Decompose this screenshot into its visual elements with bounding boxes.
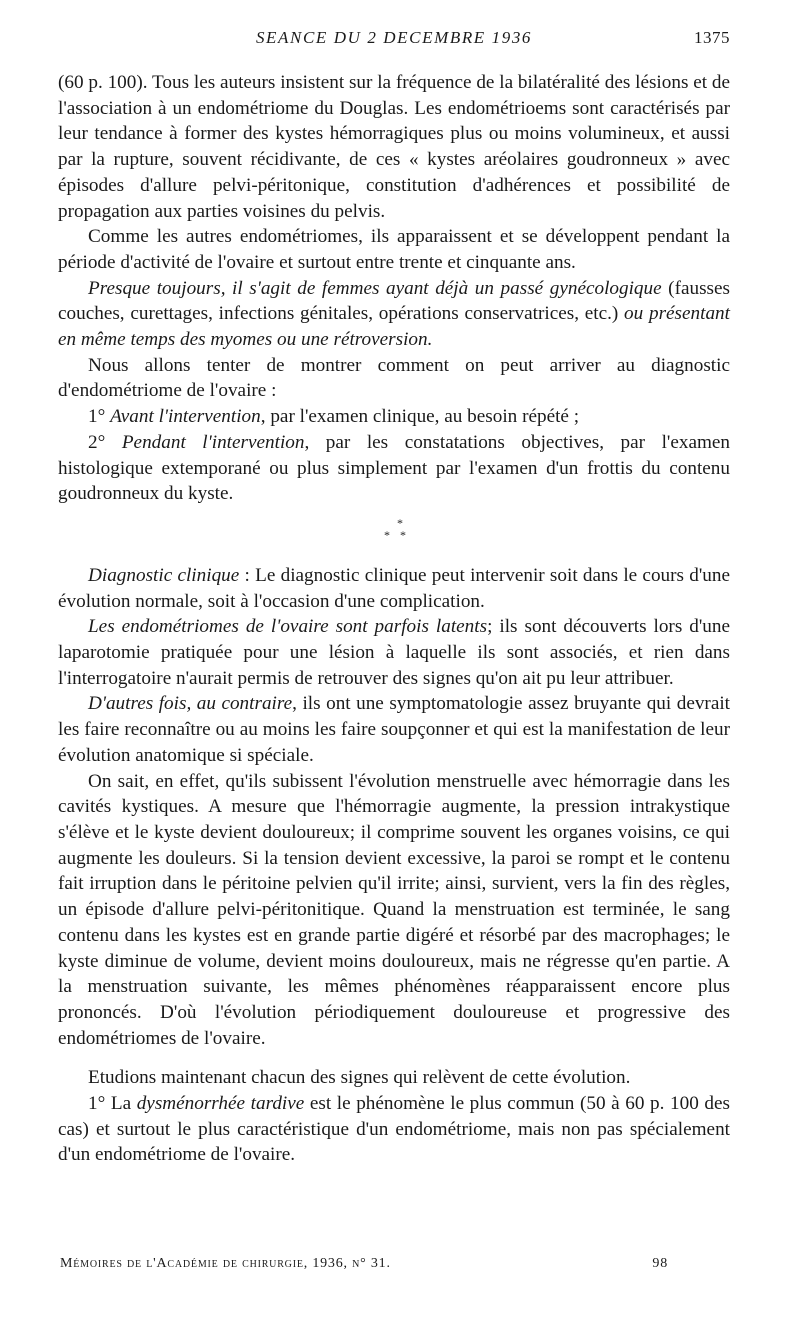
list-number: 2°	[88, 431, 106, 453]
page-footer	[60, 1256, 668, 1272]
paragraph-text: Comme les autres endométriomes, ils apparaissent et se développent pendant la période d'activité de l'ovaire et surtout entre trente et cinquante ans.	[58, 226, 730, 273]
paragraph-text: Etudions maintenant chacun des signes qui relèvent de cette évolution.	[88, 1067, 631, 1089]
italic-phrase: dysménorrhée tardive	[136, 1093, 305, 1115]
page-number: 1375	[694, 28, 730, 47]
list-item-2	[58, 430, 730, 507]
italic-phrase: Avant l'intervention	[110, 406, 261, 428]
sheet-number: 98	[652, 1256, 668, 1271]
paragraph-text: , par l'examen clinique, au besoin répété ;	[260, 406, 580, 428]
paragraph	[58, 1065, 730, 1091]
paragraph-section-start	[58, 563, 730, 614]
asterism-top: *	[397, 515, 403, 530]
paragraph-text: , par les constatations objectives, par l'examen histologique extemporané ou plus simplement par l'examen d'un frottis du contenu goudronneux du kyste.	[58, 431, 731, 505]
paragraph-text: , ils ont une symptomatologie assez bruyante qui devrait les faire reconnaître ou au moins les faire soupçonner et qui est la manifestation de leur évolution anatomique si spéciale.	[58, 693, 730, 766]
section-asterism	[58, 517, 730, 541]
paragraph	[58, 353, 730, 404]
paragraph	[58, 691, 730, 768]
paragraph-text: On sait, en effet, qu'ils subissent l'évolution menstruelle avec hémorragie dans les cavités kystiques. A mesure que l'hémorragie augmente, la pression intrakystique s'élève et le kyste devient douloureux; il comprime souvent les organes voisins, ce qui augmente les douleurs. Si la tension devient excessive, la paroi se rompt et le contenu fait irruption dans le péritoine pelvien qu'il irrite; ainsi, survient, vers la fin des règles, un épisode d'allure pelvi-péritonitique. Quand la menstruation est terminée, le sang contenu dans les kystes est en grande partie digéré et résorbé par des macrophages; le kyste diminue de volume, devient moins douloureux, mais ne régresse qu'en partie. A la menstruation suivante, les mêmes phénomènes réapparaissent encore plus prononcés. D'où l'évolution périodiquement douloureuse et progressive des endométriomes de l'ovaire.	[58, 770, 730, 1049]
list-number: 1°	[88, 406, 106, 428]
italic-phrase: ou présentant en même temps des myomes ou une rétroversion.	[58, 303, 730, 351]
italic-phrase: Les endométriomes de l'ovaire sont parfois latents	[88, 616, 488, 638]
paragraph-text: (fausses couches, curettages, infections génitales, opérations conservatrices, etc.)	[58, 277, 730, 325]
list-number: 1°	[88, 1093, 106, 1115]
paragraph	[58, 769, 730, 1052]
paragraph-text: ; ils sont découverts lors d'une laparotomie pratiquée pour une lésion à laquelle ils sont associés, et rien dans l'interrogatoire n'aurait permis de retrouver des signes qu'on ait pu leur attribuer.	[58, 616, 731, 689]
running-title: SEANCE DU 2 DECEMBRE 1936	[255, 28, 533, 47]
paragraph-text: : Le diagnostic clinique peut intervenir soit dans le cours d'une évolution normale, soit à l'occasion d'une complication.	[58, 564, 731, 612]
paragraph	[58, 614, 730, 691]
paragraph	[58, 276, 730, 353]
paragraph-text: Nous allons tenter de montrer comment on peut arriver au diagnostic d'endométriome de l'ovaire :	[58, 354, 730, 402]
section-heading-italic: Diagnostic clinique	[88, 564, 240, 586]
paragraph-text: La	[105, 1093, 137, 1115]
paragraph-text: est le phénomène le plus commun (50 à 60 p. 100 des cas) et surtout le plus caractéristique d'un endométriome, mais non pas spécialement d'un endométriome de l'ovaire.	[58, 1093, 730, 1166]
italic-phrase: Pendant l'intervention	[121, 431, 305, 453]
article-body	[58, 70, 730, 1168]
italic-phrase: Presque toujours, il s'agit de femmes ayant déjà un passé gynécologique	[88, 277, 662, 299]
paragraph-continued	[58, 70, 730, 224]
paragraph-gap	[58, 1051, 730, 1065]
paragraph-text: (60 p. 100). Tous les auteurs insistent sur la fréquence de la bilatéralité des lésions et de l'association à un endométriome du Douglas. Les endométrioems sont caractérisés par leur tendance à former des kystes hémorragiques plus ou moins volumineux, et aussi par la rupture, souvent récidivante, de ces « kystes aréolaires goudronneux » avec épisodes d'allure pelvi-péritonique, constitution d'adhérences et possibilité de propagation aux parties voisines du pelvis.	[58, 72, 730, 222]
running-head	[58, 28, 730, 56]
asterism-bottom: **	[384, 527, 416, 542]
paragraph	[58, 224, 730, 275]
paragraph	[58, 1091, 730, 1168]
italic-phrase: D'autres fois, au contraire	[88, 693, 293, 715]
list-item-1	[58, 404, 730, 430]
page	[58, 28, 730, 1168]
journal-citation: Mémoires de l'Académie de chirurgie, 1936, n° 31.	[60, 1256, 391, 1271]
